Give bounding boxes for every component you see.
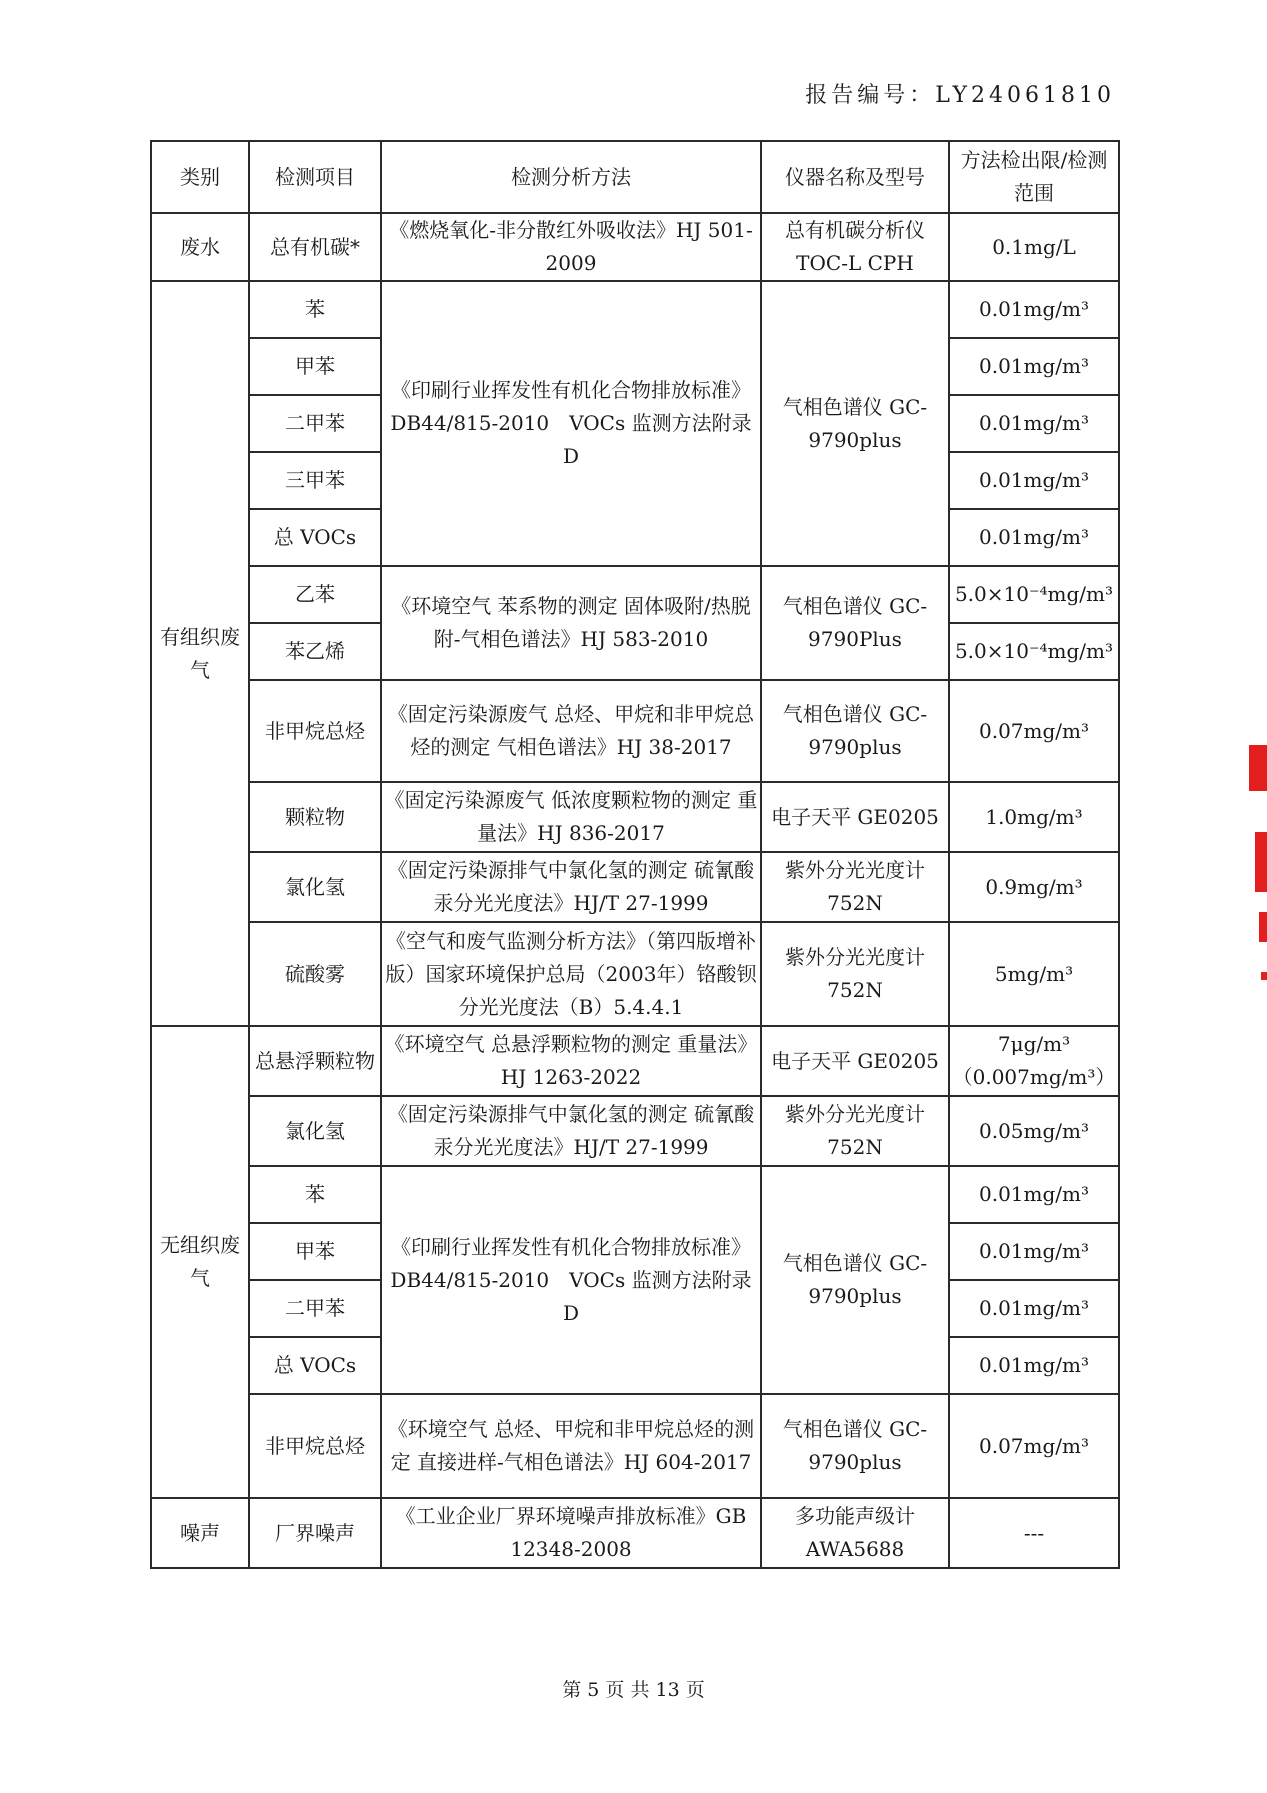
table-row [151, 852, 1119, 922]
limit-cell: 1.0mg/m³ [949, 782, 1119, 852]
item-cell: 厂界噪声 [249, 1498, 381, 1568]
limit-cell: 0.1mg/L [949, 213, 1119, 281]
method-cell: 《固定污染源排气中氯化氢的测定 硫氰酸汞分光光度法》HJ/T 27-1999 [381, 1096, 761, 1166]
item-cell: 乙苯 [249, 566, 381, 623]
item-cell: 苯乙烯 [249, 623, 381, 680]
table-row [151, 782, 1119, 852]
limit-cell: 7μg/m³（0.007mg/m³） [949, 1026, 1119, 1096]
limit-cell: 0.01mg/m³ [949, 1280, 1119, 1337]
method-cell: 《空气和废气监测分析方法》（第四版增补版）国家环境保护总局（2003年）铬酸钡分光光度法（B）5.4.4.1 [381, 922, 761, 1026]
header-category: 类别 [151, 141, 249, 213]
limit-cell: 5mg/m³ [949, 922, 1119, 1026]
item-cell: 甲苯 [249, 1223, 381, 1280]
item-cell: 硫酸雾 [249, 922, 381, 1026]
page-number: 第 5 页 共 13 页 [562, 1679, 705, 1701]
item-cell: 非甲烷总烃 [249, 1394, 381, 1498]
instrument-cell: 气相色谱仪 GC-9790plus [761, 1166, 949, 1394]
limit-cell: 0.01mg/m³ [949, 1166, 1119, 1223]
detection-methods-table [150, 140, 1120, 1569]
limit-cell: 5.0×10⁻⁴mg/m³ [949, 566, 1119, 623]
instrument-cell: 紫外分光光度计 752N [761, 1096, 949, 1166]
item-cell: 二甲苯 [249, 395, 381, 452]
table-row [151, 281, 1119, 338]
instrument-cell: 总有机碳分析仪 TOC-L CPH [761, 213, 949, 281]
method-cell: 《印刷行业挥发性有机化合物排放标准》DB44/815-2010 VOCs 监测方法附录 D [381, 281, 761, 566]
category-cell: 无组织废气 [151, 1026, 249, 1498]
table-row [151, 680, 1119, 782]
instrument-cell: 电子天平 GE0205 [761, 782, 949, 852]
limit-cell: 0.01mg/m³ [949, 395, 1119, 452]
method-cell: 《环境空气 总烃、甲烷和非甲烷总烃的测定 直接进样-气相色谱法》HJ 604-2017 [381, 1394, 761, 1498]
limit-cell: 0.01mg/m³ [949, 1337, 1119, 1394]
limit-cell: 5.0×10⁻⁴mg/m³ [949, 623, 1119, 680]
instrument-cell: 气相色谱仪 GC-9790plus [761, 1394, 949, 1498]
method-cell: 《固定污染源废气 低浓度颗粒物的测定 重量法》HJ 836-2017 [381, 782, 761, 852]
method-cell: 《工业企业厂界环境噪声排放标准》GB 12348-2008 [381, 1498, 761, 1568]
table-row [151, 213, 1119, 281]
method-cell: 《固定污染源废气 总烃、甲烷和非甲烷总烃的测定 气相色谱法》HJ 38-2017 [381, 680, 761, 782]
limit-cell: 0.05mg/m³ [949, 1096, 1119, 1166]
table-row [151, 1026, 1119, 1096]
instrument-cell: 紫外分光光度计 752N [761, 922, 949, 1026]
instrument-cell: 气相色谱仪 GC-9790Plus [761, 566, 949, 680]
table-row [151, 1498, 1119, 1568]
item-cell: 颗粒物 [249, 782, 381, 852]
header-limit: 方法检出限/检测范围 [949, 141, 1119, 213]
limit-cell: 0.01mg/m³ [949, 452, 1119, 509]
header-instrument: 仪器名称及型号 [761, 141, 949, 213]
header-item: 检测项目 [249, 141, 381, 213]
table-header-row [151, 141, 1119, 213]
limit-cell: 0.01mg/m³ [949, 281, 1119, 338]
limit-cell: 0.07mg/m³ [949, 1394, 1119, 1498]
limit-cell: 0.07mg/m³ [949, 680, 1119, 782]
instrument-cell: 气相色谱仪 GC-9790plus [761, 281, 949, 566]
item-cell: 三甲苯 [249, 452, 381, 509]
instrument-cell: 电子天平 GE0205 [761, 1026, 949, 1096]
method-cell: 《环境空气 苯系物的测定 固体吸附/热脱附-气相色谱法》HJ 583-2010 [381, 566, 761, 680]
item-cell: 二甲苯 [249, 1280, 381, 1337]
item-cell: 总 VOCs [249, 1337, 381, 1394]
instrument-cell: 气相色谱仪 GC-9790plus [761, 680, 949, 782]
table-row [151, 1166, 1119, 1223]
category-cell: 噪声 [151, 1498, 249, 1568]
method-cell: 《燃烧氧化-非分散红外吸收法》HJ 501-2009 [381, 213, 761, 281]
item-cell: 苯 [249, 1166, 381, 1223]
report-number: 报告编号：LY24061810 [805, 83, 1115, 108]
method-cell: 《环境空气 总悬浮颗粒物的测定 重量法》HJ 1263-2022 [381, 1026, 761, 1096]
limit-cell: 0.01mg/m³ [949, 1223, 1119, 1280]
table-row [151, 566, 1119, 623]
limit-cell: 0.9mg/m³ [949, 852, 1119, 922]
table-row [151, 922, 1119, 1026]
item-cell: 总悬浮颗粒物 [249, 1026, 381, 1096]
category-cell: 废水 [151, 213, 249, 281]
item-cell: 总有机碳* [249, 213, 381, 281]
method-cell: 《固定污染源排气中氯化氢的测定 硫氰酸汞分光光度法》HJ/T 27-1999 [381, 852, 761, 922]
instrument-cell: 紫外分光光度计 752N [761, 852, 949, 922]
item-cell: 总 VOCs [249, 509, 381, 566]
item-cell: 甲苯 [249, 338, 381, 395]
instrument-cell: 多功能声级计 AWA5688 [761, 1498, 949, 1568]
item-cell: 氯化氢 [249, 1096, 381, 1166]
limit-cell: --- [949, 1498, 1119, 1568]
header-method: 检测分析方法 [381, 141, 761, 213]
method-cell: 《印刷行业挥发性有机化合物排放标准》DB44/815-2010 VOCs 监测方法附录 D [381, 1166, 761, 1394]
item-cell: 苯 [249, 281, 381, 338]
category-cell: 有组织废气 [151, 281, 249, 1026]
table-row [151, 1096, 1119, 1166]
table-row [151, 1394, 1119, 1498]
item-cell: 氯化氢 [249, 852, 381, 922]
item-cell: 非甲烷总烃 [249, 680, 381, 782]
limit-cell: 0.01mg/m³ [949, 338, 1119, 395]
limit-cell: 0.01mg/m³ [949, 509, 1119, 566]
